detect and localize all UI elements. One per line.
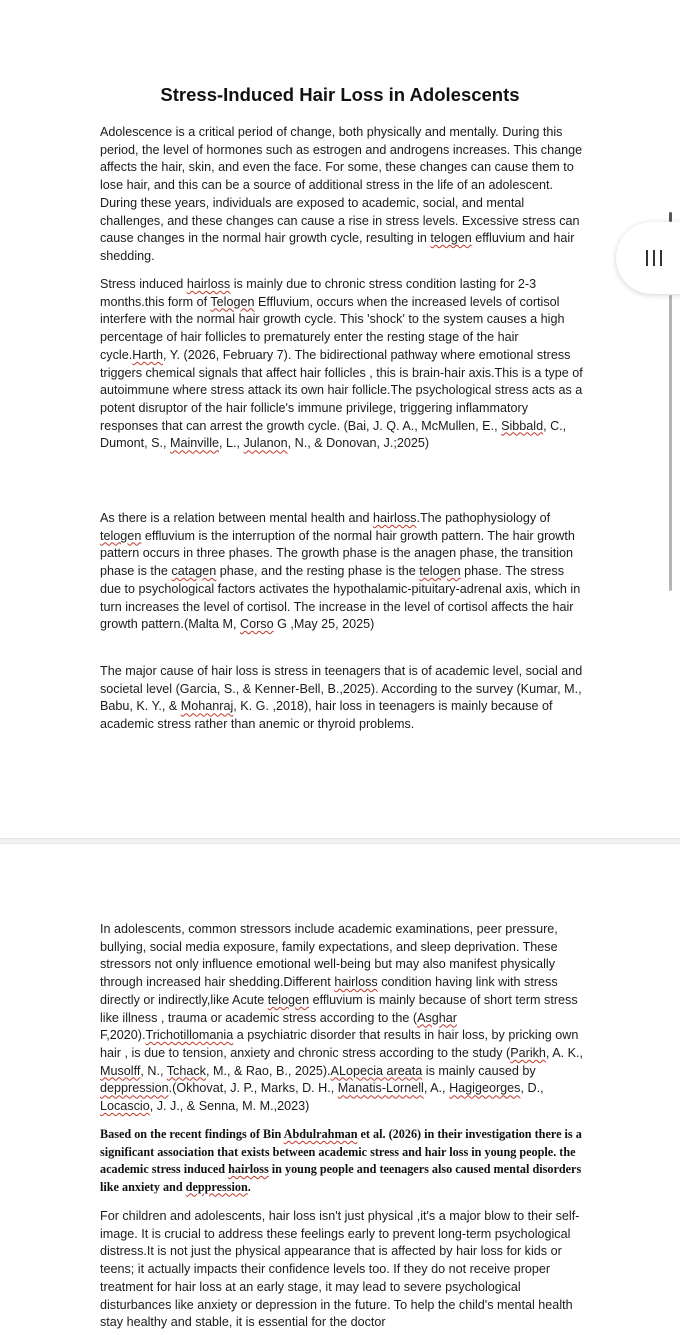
hamburger-menu-icon bbox=[646, 250, 664, 266]
spellcheck-word: Corso bbox=[239, 617, 274, 632]
text-run: In adolescents, common stressors include academic examinations, peer pressure, bullying, social media exposure, family expectations, and sleep deprivation. These stressors not only influence emotional well-being but may also manifest physically through increased hair shedding.Different bbox=[100, 922, 558, 990]
paragraph bbox=[100, 663, 588, 734]
spellcheck-word: Manatis-Lornell bbox=[337, 1081, 424, 1096]
text-run: , K. G. ,2018), hair loss in teenagers is mainly because of academic stress rather than anemic or thyroid problems. bbox=[100, 699, 553, 732]
paragraph bbox=[100, 1208, 588, 1332]
text-run: condition having link with stress directly or indirectly,like Acute bbox=[100, 975, 558, 1007]
text-run: G ,May 25, 2025) bbox=[273, 617, 375, 632]
spellcheck-word: Telogen bbox=[210, 294, 255, 309]
text-run: in young people and teenagers also caused mental disorders like anxiety and bbox=[100, 1162, 582, 1194]
text-run: . bbox=[247, 1179, 251, 1194]
text-run: , M., & Rao, B., 2025). bbox=[205, 1063, 331, 1078]
spellcheck-word: hairloss bbox=[334, 975, 378, 990]
spellcheck-word: hairloss bbox=[373, 511, 417, 525]
spellcheck-word: deppression bbox=[100, 1081, 169, 1096]
text-run: .The pathophysiology of bbox=[416, 511, 551, 525]
spellcheck-word: telogen bbox=[267, 992, 310, 1007]
spellcheck-word: catagen bbox=[171, 564, 217, 579]
spellcheck-word: Julanon bbox=[243, 436, 288, 451]
spellcheck-word: Musolff bbox=[100, 1063, 141, 1078]
text-run: phase, and the resting phase is the bbox=[216, 564, 420, 579]
text-run: , N., bbox=[140, 1063, 167, 1078]
paragraph bbox=[100, 510, 588, 634]
text-run: Stress induced bbox=[100, 277, 187, 291]
text-run: , A. K., bbox=[545, 1045, 584, 1060]
text-run: , L., bbox=[219, 436, 244, 451]
text-run: Effluvium, occurs when the increased levels of cortisol interfere with the normal hair growth cycle. This 'shock' to the system causes a high percentage of hair follicles to prematurely enter the resting stage of the hair cycle. bbox=[100, 294, 565, 362]
text-run: effluvium is the interruption of the normal hair growth pattern. The hair growth pattern occurs in three phases. The growth phase is the anagen phase, the transition phase is the bbox=[100, 528, 575, 579]
text-run: The major cause of hair loss is stress in teenagers that is of academic level, social and societal level (Garcia, S., & Kenner-Bell, B.,2025). According to the survey (Kumar, M., Babu, K. Y., & bbox=[100, 664, 583, 714]
scrollbar-thumb[interactable] bbox=[669, 295, 672, 591]
document-page-2 bbox=[0, 844, 680, 1335]
text-run: , Y. (2026, February 7). The bidirectional pathway where emotional stress triggers chemical signals that affect hair follicles , this is brain-hair axis.This is a type of autoimmune where stress attack its own hair follicle.The psychological stress acts as a potent disruptor of the hair follicle's immune privilege, triggering inflammatory responses that can arrest the growth cycle. (Bai, J. Q. A., McMullen, E., bbox=[100, 347, 583, 433]
spellcheck-word: Locascio bbox=[100, 1099, 150, 1114]
text-run: .(Okhovat, J. P., Marks, D. H., bbox=[168, 1081, 338, 1096]
spellcheck-word: Hagigeorges bbox=[449, 1081, 521, 1096]
paragraph bbox=[100, 921, 588, 1116]
spellcheck-word: Mainville bbox=[170, 436, 219, 451]
text-run: , N., & Donovan, J.;2025) bbox=[287, 436, 430, 451]
text-run: is mainly caused by bbox=[422, 1063, 536, 1078]
spellcheck-word: Abdulrahman bbox=[283, 1127, 358, 1141]
text-run: Based on the recent findings of Bin bbox=[100, 1127, 284, 1141]
spellcheck-word: telogen bbox=[100, 528, 142, 543]
text-run: , A., bbox=[423, 1081, 450, 1096]
spellcheck-word: hairloss bbox=[186, 277, 231, 291]
side-menu-button[interactable] bbox=[616, 222, 680, 294]
spellcheck-word: Trichotillomania bbox=[145, 1028, 234, 1043]
text-run: Adolescence is a critical period of change, both physically and mentally. During this period, the level of hormones such as estrogen and androgens increases. This change affects the hair, skin, and even the face. For some, these changes can cause them to lose hair, and this can be a source of additional stress in the life of an adolescent. During these years, individuals are exposed to academic, social, and mental challenges, and these changes can cause a rise in stress levels. Excessive stress can cause changes in the normal hair growth cycle, resulting in bbox=[100, 125, 583, 246]
scrollbar-indicator[interactable] bbox=[669, 212, 672, 222]
spellcheck-word: Parikh bbox=[510, 1045, 546, 1060]
spellcheck-word: telogen bbox=[419, 564, 461, 579]
spellcheck-word: ALopecia areata bbox=[330, 1063, 423, 1078]
spellcheck-word: Harth bbox=[132, 347, 163, 362]
text-run: F,2020). bbox=[100, 1028, 146, 1043]
spellcheck-word: Tchack bbox=[166, 1063, 206, 1078]
text-run: For children and adolescents, hair loss isn't just physical ,it's a major blow to their self-image. It is crucial to address these feelings early to prevent long-term psychological distress.It is not just the physical appearance that is affected by hair loss for kids or teens; it actually impacts their confidence levels too. If they do not receive proper treatment for hair loss at an early stage, it may lead to severe psychological disturbances like anxiety or depression in the future. To help the child's mental health stay healthy and stable, it is essential for the doctor bbox=[100, 1209, 580, 1330]
spellcheck-word: hairloss bbox=[228, 1162, 269, 1176]
spellcheck-word: Mohanraj bbox=[180, 699, 234, 714]
paragraph bbox=[100, 276, 588, 453]
spellcheck-word: Asghar bbox=[417, 1010, 457, 1025]
text-run: a psychiatric disorder that results in hair loss, by pricking own hair , is due to tension, anxiety and chronic stress according to the study ( bbox=[100, 1028, 579, 1060]
text-run: phase. The stress due to psychological factors activates the hypothalamic-pituitary-adrenal axis, which in turn increases the level of cortisol. The increase in the level of cortisol affects the hair growth pattern.(Malta M, bbox=[100, 564, 581, 632]
spellcheck-word: Sibbald bbox=[501, 418, 544, 433]
text-run: et al. (2026) in their investigation there is a significant association that exists between academic stress and hair loss in young people. the academic stress induced bbox=[100, 1127, 582, 1176]
document-title: Stress-Induced Hair Loss in Adolescents bbox=[160, 84, 520, 105]
text-run: , J. J., & Senna, M. M.,2023) bbox=[149, 1099, 310, 1114]
paragraph bbox=[100, 124, 588, 266]
text-run: , C., Dumont, S., bbox=[100, 418, 567, 451]
text-run: As there is a relation between mental health and bbox=[100, 511, 374, 525]
spellcheck-word: telogen bbox=[430, 231, 472, 246]
spellcheck-word: deppression bbox=[185, 1179, 248, 1194]
text-run: , D., bbox=[520, 1081, 544, 1096]
text-run: is mainly due to chronic stress condition lasting for 2-3 months.this form of bbox=[100, 277, 537, 309]
text-run: effluvium is mainly because of short term stress like illness , trauma or academic stress according to the ( bbox=[100, 992, 578, 1025]
text-run: effluvium and hair shedding. bbox=[100, 231, 575, 263]
bold-paragraph bbox=[100, 1126, 588, 1196]
